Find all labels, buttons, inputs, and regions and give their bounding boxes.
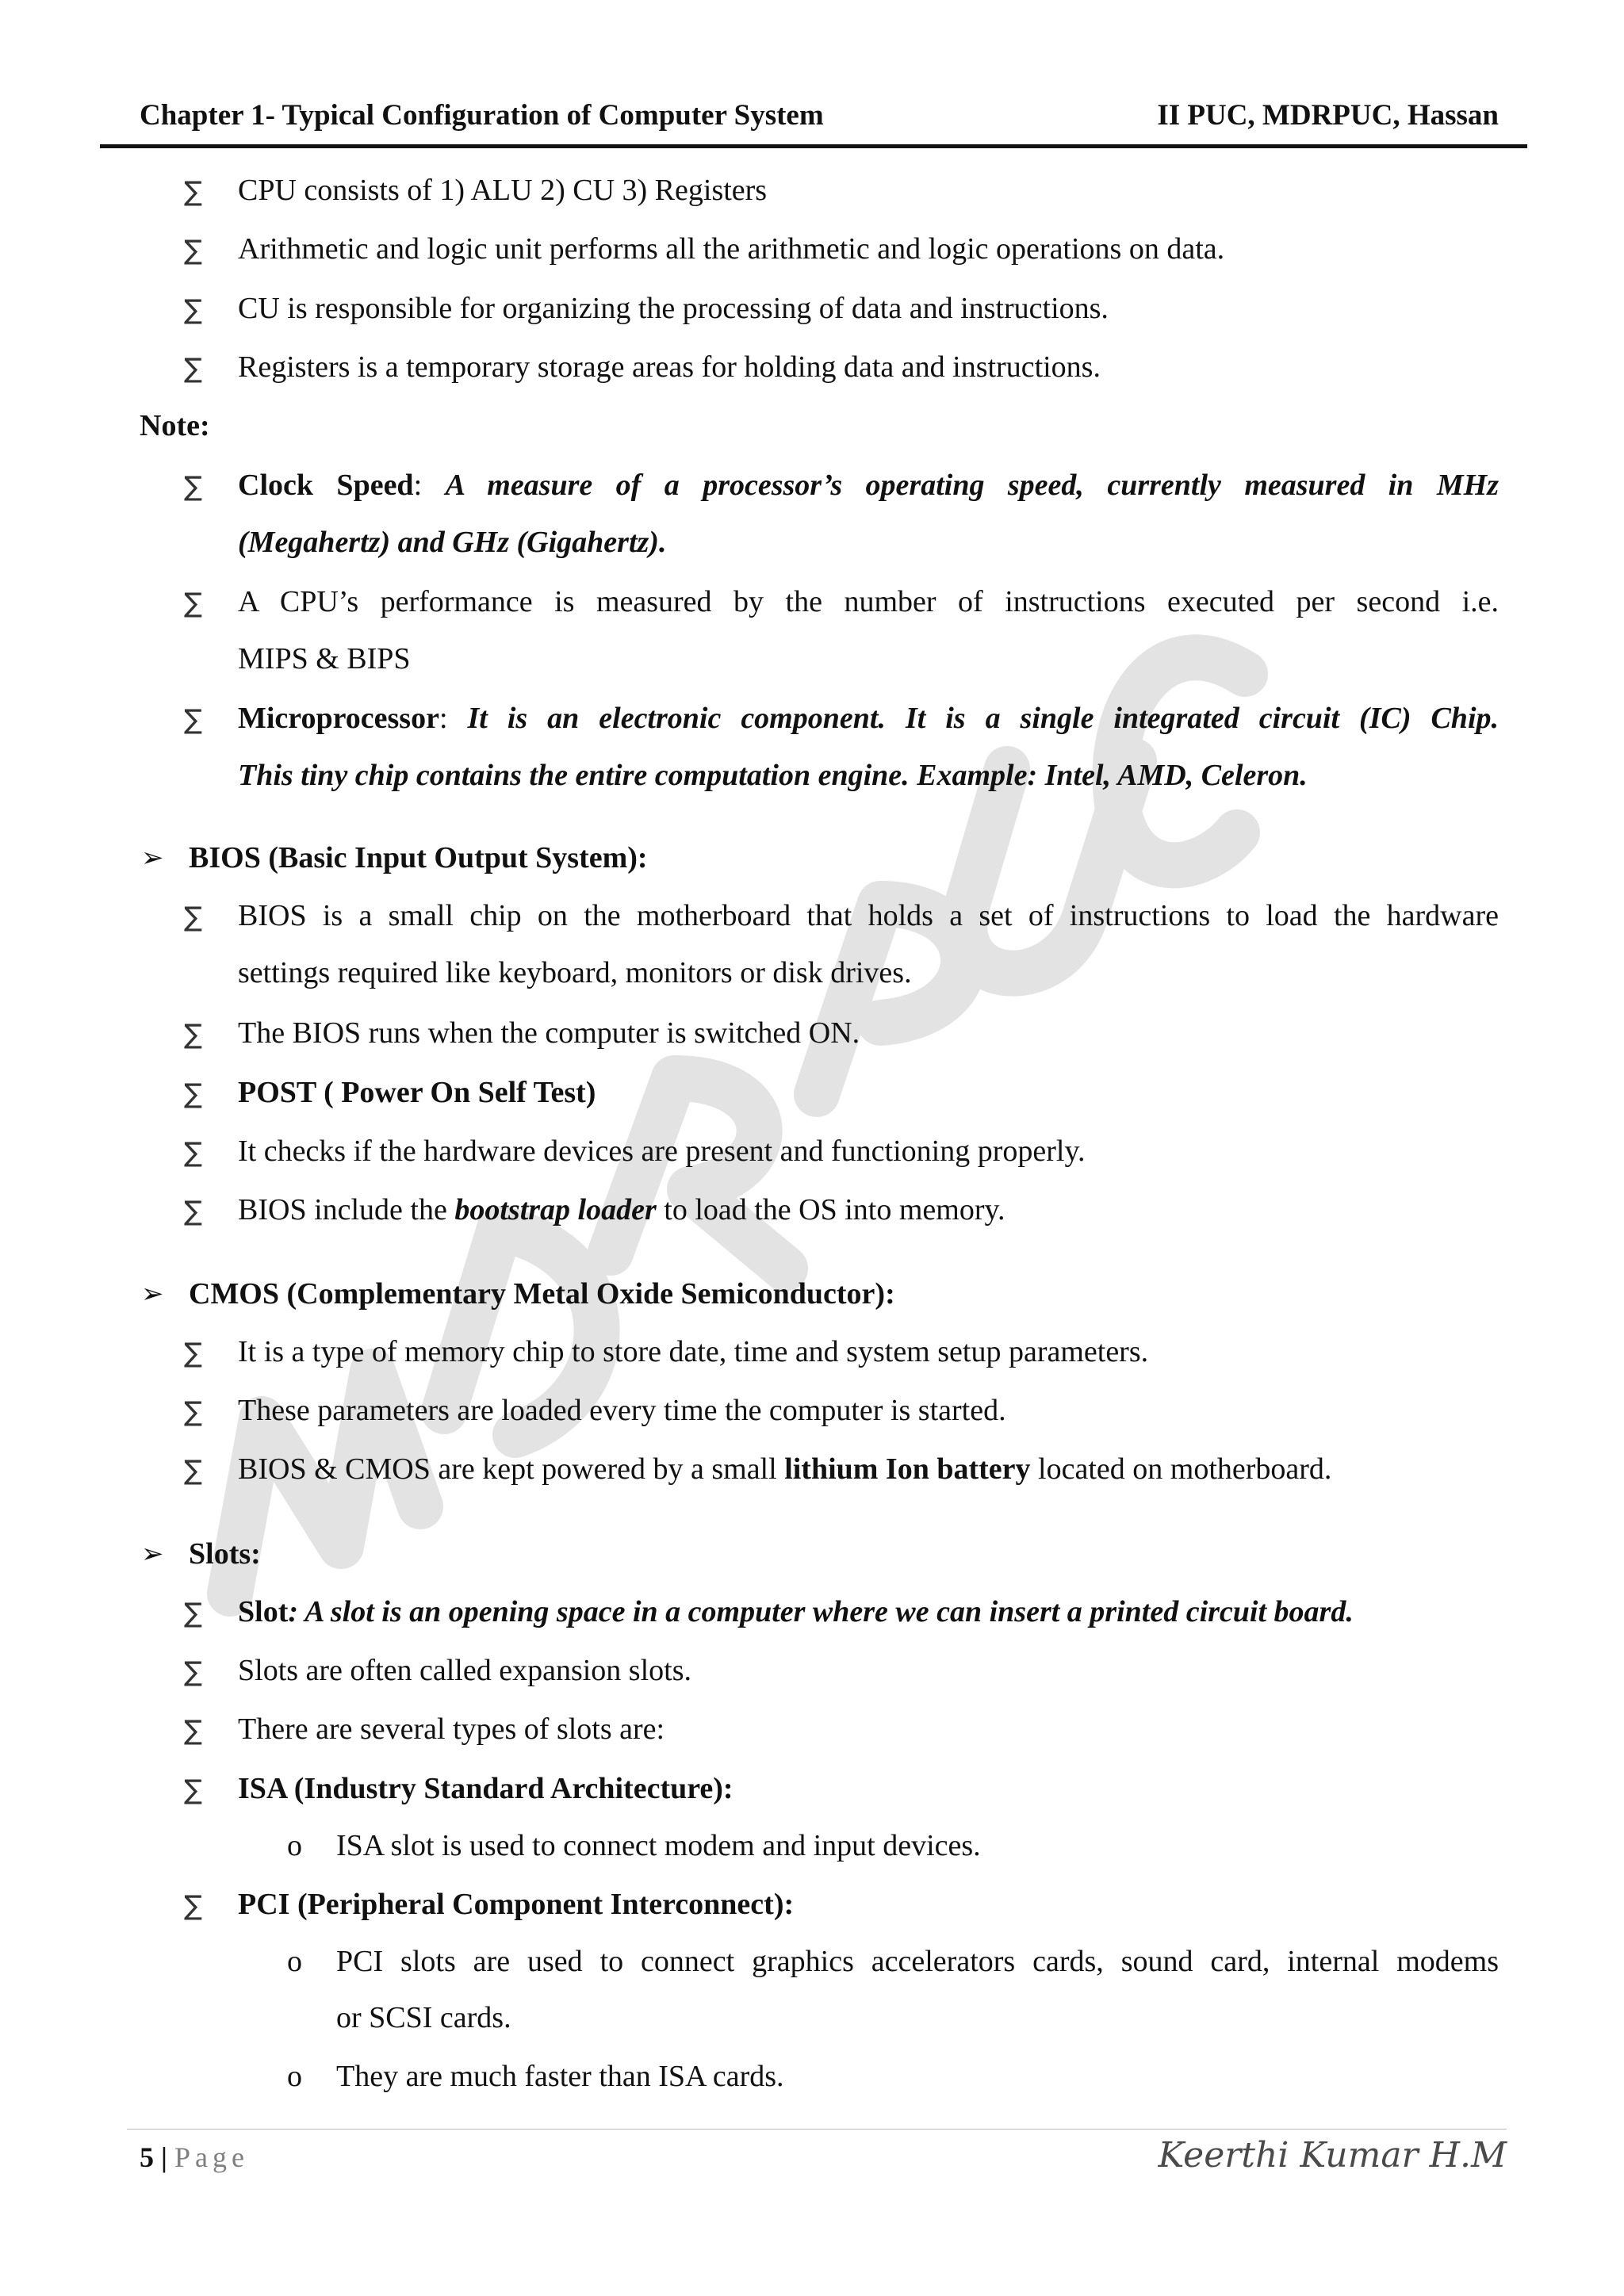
page-number-footer xyxy=(140,2138,249,2176)
bullet-icon: ∑ xyxy=(184,294,202,326)
clock-speed-line-1: Clock Speed: A measure of a processor’s operating speed, currently measured in MHz xyxy=(238,469,1500,502)
bios-heading: BIOS (Basic Input Output System): xyxy=(189,841,648,874)
cmos-bullet-1: It is a type of memory chip to store date, time and system setup parameters. xyxy=(238,1335,1149,1368)
microprocessor-line-2: This tiny chip contains the entire computation engine. Example: Intel, AMD, Celeron. xyxy=(238,759,1308,792)
post-heading: POST ( Power On Self Test) xyxy=(238,1076,596,1109)
microprocessor-line-1: Microprocessor: It is an electronic component. It is a single integrated circuit (IC) Chip. xyxy=(238,702,1499,735)
bullet-icon: ∑ xyxy=(184,1137,202,1169)
page-separator: | xyxy=(154,2141,174,2173)
cmos-bullet-2: These parameters are loaded every time the computer is started. xyxy=(238,1394,1006,1427)
arrow-bullet-icon: ➢ xyxy=(141,1278,164,1310)
slot-term: Slot xyxy=(238,1595,289,1628)
page-header xyxy=(140,98,1499,136)
cpu-bullet-3: CU is responsible for organizing the processing of data and instructions. xyxy=(238,292,1109,325)
bullet-icon: ∑ xyxy=(184,1078,202,1110)
bios-bullet-1-line-2: settings required like keyboard, monitors or disk drives. xyxy=(238,956,912,989)
slot-definition: : A slot is an opening space in a computer where we can insert a printed circuit board. xyxy=(288,1595,1354,1628)
page-word: Page xyxy=(174,2141,249,2173)
bullet-icon: ∑ xyxy=(184,1656,202,1688)
slots-bullet-3: There are several types of slots are: xyxy=(238,1712,665,1746)
microprocessor-term: Microprocessor xyxy=(238,702,439,735)
pci-heading: PCI (Peripheral Component Interconnect): xyxy=(238,1888,795,1921)
bios-bullet-1-line-1: BIOS is a small chip on the motherboard that holds a set of instructions to load the hardware xyxy=(238,899,1499,932)
arrow-bullet-icon: ➢ xyxy=(141,1538,164,1570)
bullet-icon: ∑ xyxy=(184,176,202,208)
bullet-icon: ∑ xyxy=(184,1337,202,1369)
bios-bullet-5-post: to load the OS into memory. xyxy=(656,1193,1005,1226)
cmos-heading: CMOS (Complementary Metal Oxide Semiconductor): xyxy=(189,1277,895,1311)
bootstrap-loader-term: bootstrap loader xyxy=(454,1193,657,1226)
bullet-icon: ∑ xyxy=(184,1774,202,1806)
chapter-title: Chapter 1- Typical Configuration of Computer System xyxy=(140,99,824,132)
slots-bullet-2: Slots are often called expansion slots. xyxy=(238,1654,691,1687)
header-rule xyxy=(100,144,1527,148)
bullet-icon: ∑ xyxy=(184,353,202,385)
circle-bullet-icon: o xyxy=(287,1829,302,1862)
circle-bullet-icon: o xyxy=(287,2060,302,2093)
page-number: 5 xyxy=(140,2141,154,2173)
clock-speed-term: Clock Speed xyxy=(238,469,414,502)
cmos-bullet-3 xyxy=(238,1450,1331,1488)
bullet-icon: ∑ xyxy=(184,235,202,266)
bios-bullet-2: The BIOS runs when the computer is switched ON. xyxy=(238,1016,860,1050)
cpu-performance-line-1: A CPU’s performance is measured by the number of instructions executed per second i.e. xyxy=(238,585,1499,618)
cpu-bullet-2: Arithmetic and logic unit performs all the arithmetic and logic operations on data. xyxy=(238,232,1225,266)
bullet-icon: ∑ xyxy=(184,1396,202,1428)
bios-bullet-5-pre: BIOS include the xyxy=(238,1193,455,1226)
slots-heading: Slots: xyxy=(189,1537,261,1571)
bullet-icon: ∑ xyxy=(184,1890,202,1922)
author-signature: Keerthi Kumar H.M xyxy=(1158,2135,1507,2175)
bullet-icon: ∑ xyxy=(184,1455,202,1487)
bullet-icon: ∑ xyxy=(184,471,202,503)
circle-bullet-icon: o xyxy=(287,1945,302,1978)
bios-bullet-5 xyxy=(238,1191,1005,1229)
isa-sub-bullet-1: ISA slot is used to connect modem and input devices. xyxy=(336,1829,981,1862)
arrow-bullet-icon: ➢ xyxy=(141,842,164,874)
cpu-bullet-4: Registers is a temporary storage areas for holding data and instructions. xyxy=(238,350,1101,384)
footer-rule xyxy=(127,2129,1507,2130)
bullet-icon: ∑ xyxy=(184,704,202,736)
bullet-icon: ∑ xyxy=(184,1196,202,1227)
isa-heading: ISA (Industry Standard Architecture): xyxy=(238,1772,733,1805)
pci-sub-bullet-1-line-2: or SCSI cards. xyxy=(336,2001,511,2034)
institution-name: II PUC, MDRPUC, Hassan xyxy=(1157,99,1499,132)
slot-definition-line xyxy=(238,1593,1354,1631)
clock-speed-line-2: (Megahertz) and GHz (Gigahertz). xyxy=(238,526,667,559)
cmos-bullet-3-post: located on motherboard. xyxy=(1030,1452,1332,1486)
microprocessor-definition: It is an electronic component. It is a single integrated circuit (IC) Chip. xyxy=(467,702,1499,735)
bullet-icon: ∑ xyxy=(184,1715,202,1747)
bullet-icon: ∑ xyxy=(184,901,202,933)
cpu-bullet-1: CPU consists of 1) ALU 2) CU 3) Registers xyxy=(238,174,768,207)
bullet-icon: ∑ xyxy=(184,1598,202,1629)
note-label: Note: xyxy=(140,409,210,442)
cpu-performance-line-2: MIPS & BIPS xyxy=(238,642,411,675)
clock-speed-definition: A measure of a processor’s operating speed, currently measured in MHz xyxy=(445,469,1500,502)
bullet-icon: ∑ xyxy=(184,1019,202,1050)
pci-sub-bullet-1-line-1: PCI slots are used to connect graphics accelerators cards, sound card, internal modems xyxy=(336,1945,1499,1978)
pci-sub-bullet-2: They are much faster than ISA cards. xyxy=(336,2060,784,2093)
bios-bullet-4: It checks if the hardware devices are present and functioning properly. xyxy=(238,1135,1086,1168)
bullet-icon: ∑ xyxy=(184,587,202,619)
lithium-battery-term: lithium Ion battery xyxy=(784,1452,1031,1486)
cmos-bullet-3-pre: BIOS & CMOS are kept powered by a small xyxy=(238,1452,785,1486)
